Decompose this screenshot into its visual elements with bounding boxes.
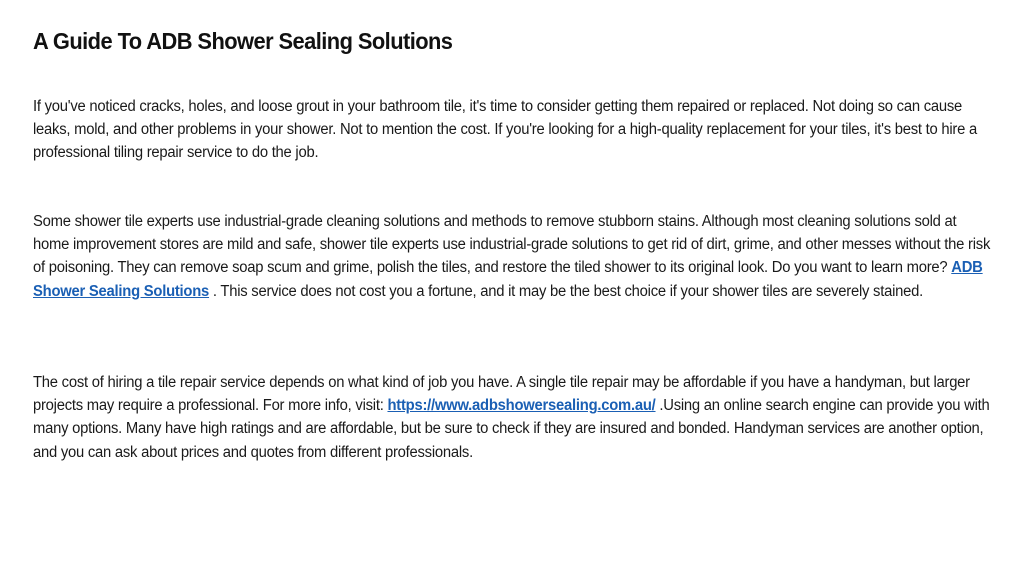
paragraph-cost-text-before: The cost of hiring a tile repair service depends on what kind of job you have. A single tile repair may be affordable if you have a handyman, but larger projects may require a professional. For more info, visit:: [33, 374, 970, 415]
adb-shower-sealing-link[interactable]: ADB Shower Sealing Solutions: [33, 259, 983, 300]
paragraph-cleaning: [33, 210, 991, 303]
paragraph-cost-text-after: .Using an online search engine can provide you with many options. Many have high ratings and are affordable, but be sure to check if they are insured and bonded. Handyman services are another option, and you can ask about prices and quotes from different professionals.: [33, 397, 990, 461]
website-url-link[interactable]: https://www.adbshowersealing.com.au/: [387, 397, 656, 415]
paragraph-cleaning-text-before: Some shower tile experts use industrial-grade cleaning solutions and methods to remove stubborn stains. Although most cleaning solutions sold at home improvement stores are mild and safe, shower tile experts use industrial-grade solutions to get rid of dirt, grime, and other messes without the risk of poisoning. They can remove soap scum and grime, polish the tiles, and restore the tiled shower to its original look. Do you want to learn more?: [33, 213, 991, 277]
paragraph-cleaning-text-after: . This service does not cost you a fortune, and it may be the best choice if your shower tiles are severely stained.: [209, 282, 924, 300]
page-title: A Guide To ADB Shower Sealing Solutions: [33, 28, 453, 54]
paragraph-intro: If you've noticed cracks, holes, and loose grout in your bathroom tile, it's time to consider getting them repaired or replaced. Not doing so can cause leaks, mold, and other problems in your shower. Not to mention the cost. If you're looking for a high-quality replacement for your tiles, it's best to hire a professional tiling repair service to do the job.: [33, 98, 977, 162]
paragraph-cost: [33, 371, 991, 464]
